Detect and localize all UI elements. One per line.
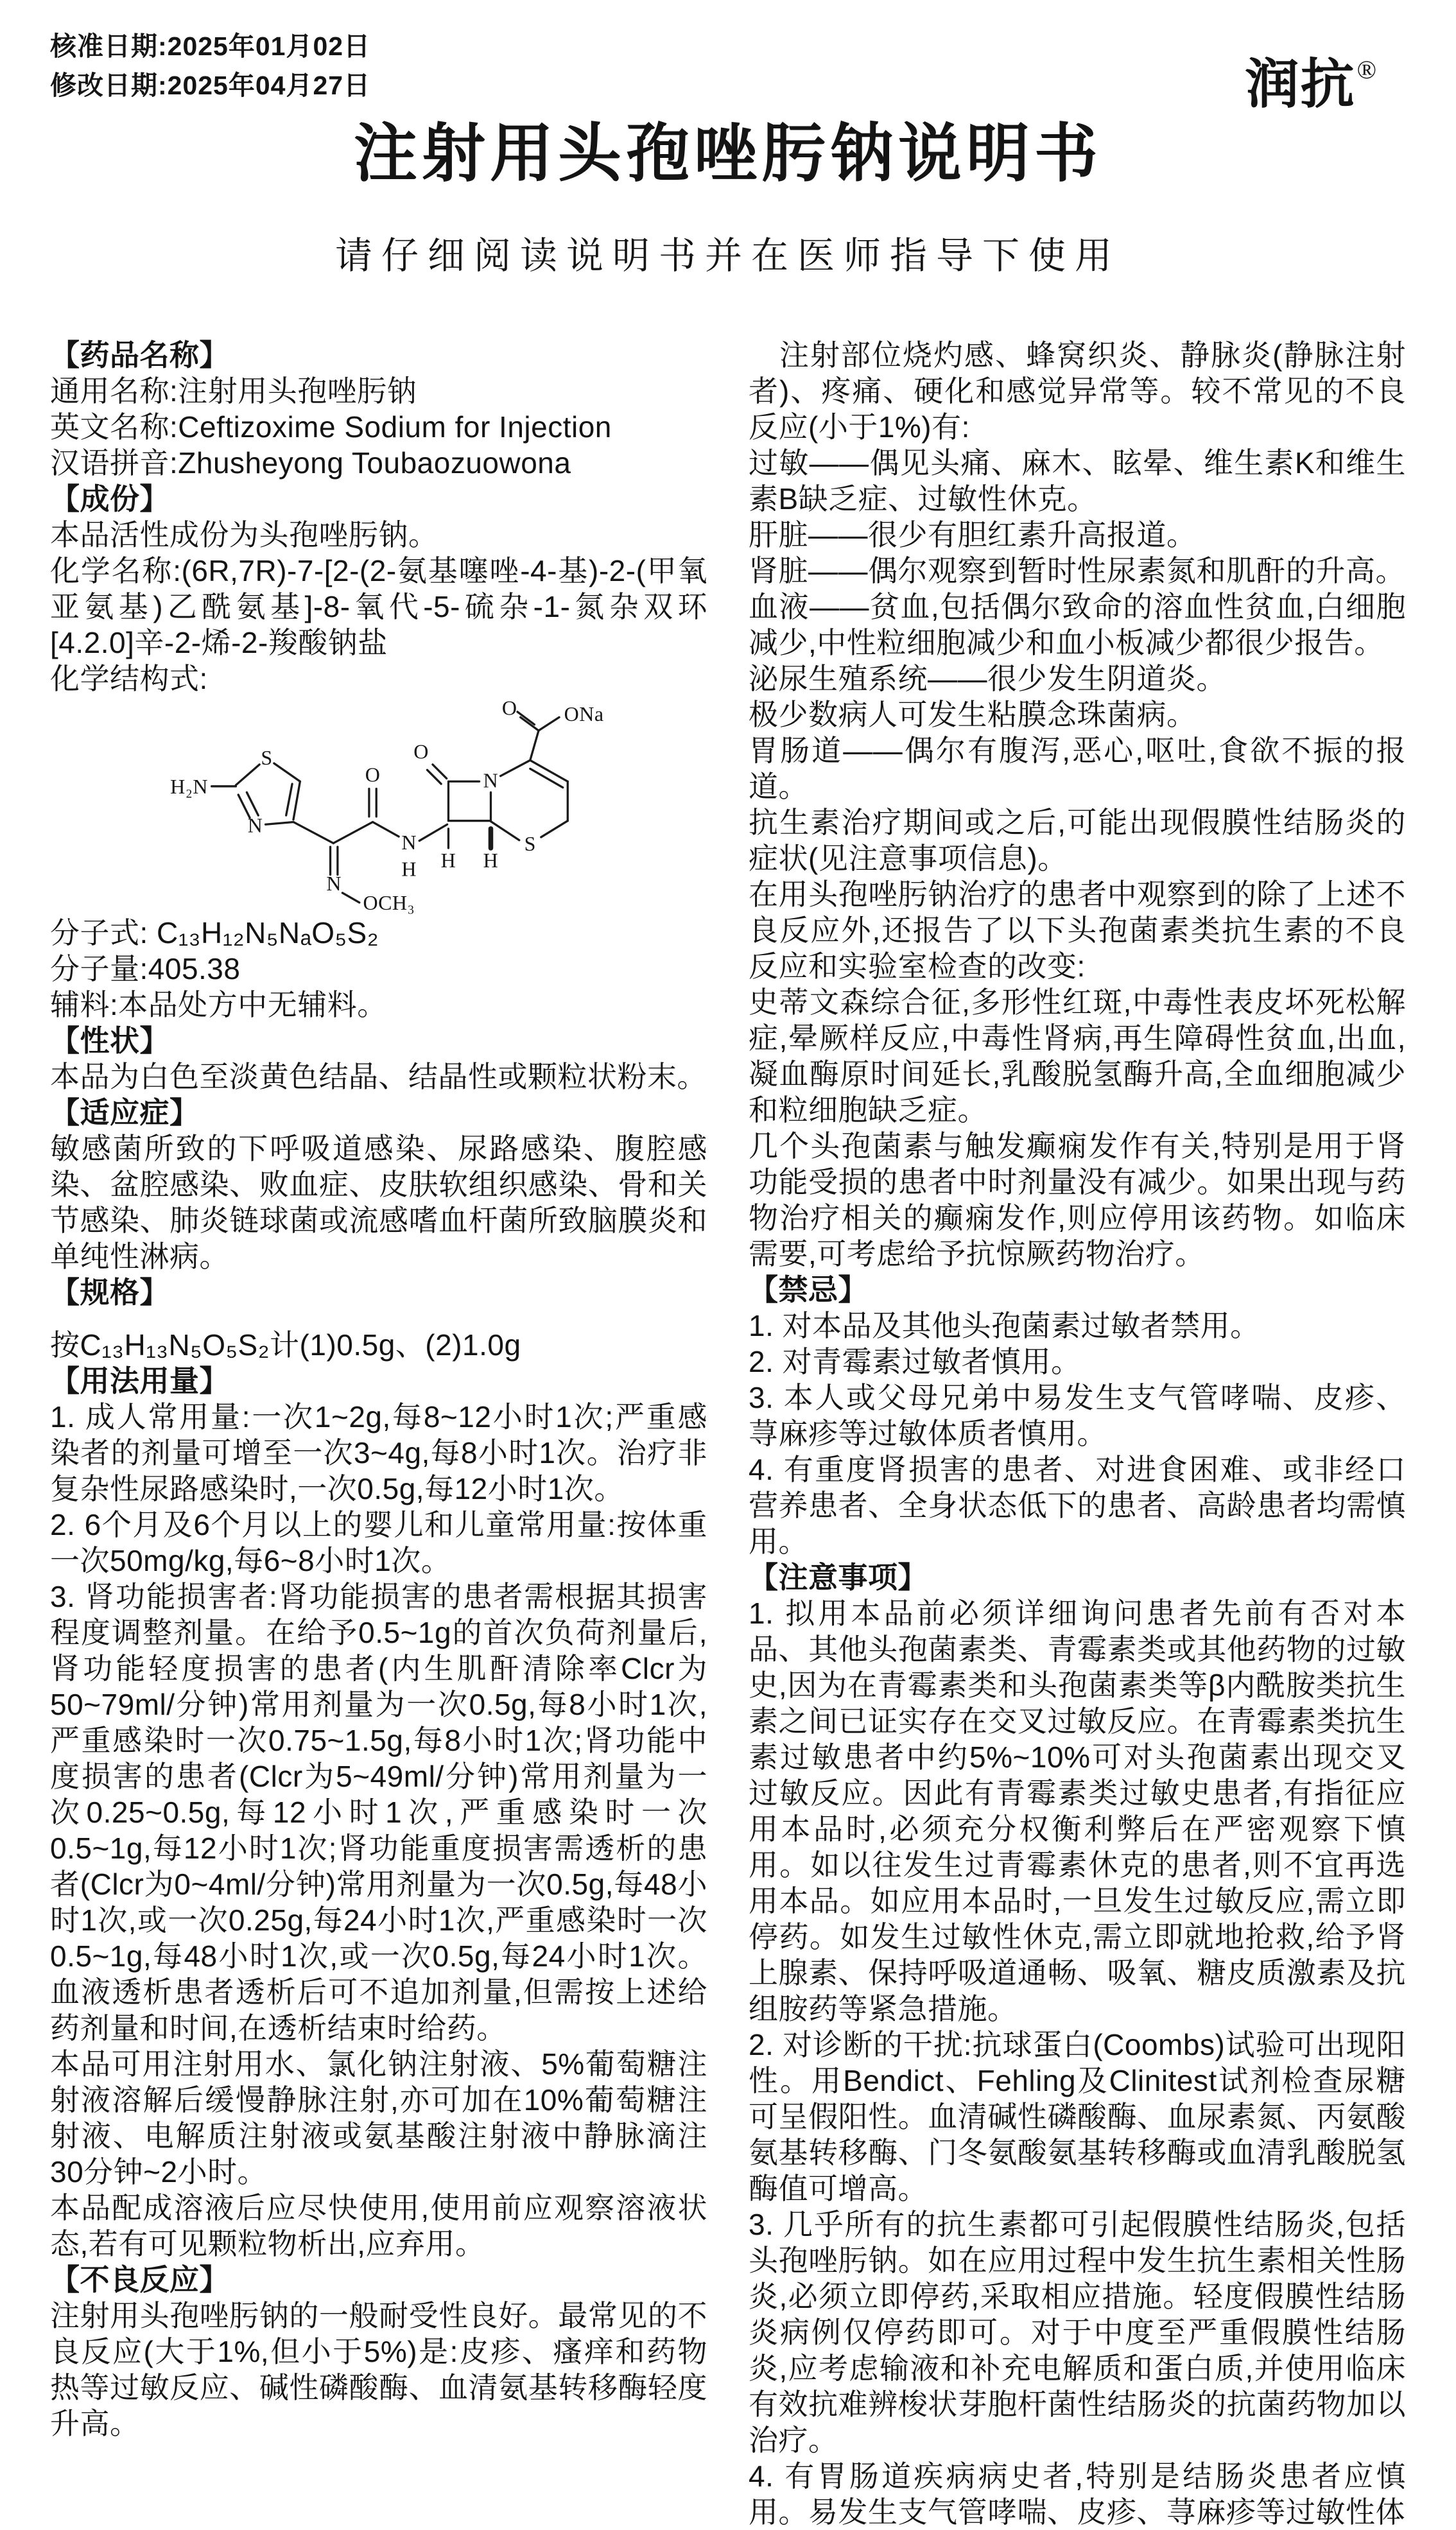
body-paragraph: 4. 有胃肠道疾病病史者,特别是结肠炎患者应慎用。易发生支气管哮喘、皮疹、荨麻疹等过敏性体: [749, 2459, 1406, 2529]
left-column: [50, 337, 707, 2530]
page-header: [50, 27, 1406, 119]
body-paragraph: 本品活性成份为头孢唑肟钠。: [50, 517, 438, 551]
atom-label-och3: OCH₃: [363, 890, 415, 914]
body-paragraph: 3. 肾功能损害者:肾功能损害的患者需根据其损害程度调整剂量。在给予0.5~1g的首次负荷剂量后,肾功能轻度损害的患者(内生肌酐清除率Clcr为50~79ml/分钟)常用剂量为一次0.5g,每8小时1次,严重感染时一次0.75~1.5g,每8小时1次;肾功能中度损害的患者(Clcr为5~49ml/分钟)常用剂量为一次0.25~0.5g,每12小时1次,严重感染时一次0.5~1g,每12小时1次;肾功能重度损害需透析的患者(Clcr为0~4ml/分钟)常用剂量为一次0.5g,每48小时1次,或一次0.25g,每24小时1次,严重感染时一次0.5~1g,每48小时1次,或一次0.5g,每24小时1次。血液透析患者透析后可不追加剂量,但需按上述给药剂量和时间,在透析结束时给药。: [50, 1579, 707, 2045]
body-paragraph: 过敏——偶见头痛、麻木、眩晕、维生素K和维生素B缺乏症、过敏性休克。: [749, 446, 1406, 516]
revision-date: 修改日期:2025年04月27日: [50, 71, 371, 100]
atom-label-stereo-h2: H: [483, 848, 499, 872]
body-paragraph: 辅料:本品处方中无辅料。: [50, 987, 387, 1021]
atom-label-lactam-o: O: [413, 740, 429, 763]
chemical-structure-figure: [50, 697, 707, 915]
body-paragraph: 史蒂文森综合征,多形性红斑,中毒性表皮坏死松解症,晕厥样反应,中毒性肾病,再生障碍性贫血,出血,凝血酶原时间延长,乳酸脱氢酶升高,全血细胞减少和粒细胞缺乏症。: [749, 985, 1406, 1127]
section-heading: 【注意事项】: [749, 1560, 928, 1594]
atom-label-amide-n: N: [401, 830, 417, 854]
body-paragraph: 血液——贫血,包括偶尔致命的溶血性贫血,白细胞减少,中性粒细胞减少和血小板减少都很少报告。: [749, 589, 1406, 659]
atom-label-ring-s: S: [524, 831, 536, 855]
body-paragraph: 通用名称:注射用头孢唑肟钠: [50, 374, 417, 408]
body-paragraph: 注射部位烧灼感、蜂窝织炎、静脉炎(静脉注射者)、疼痛、硬化和感觉异常等。较不常见的不良反应(小于1%)有:: [749, 338, 1406, 444]
right-column: [749, 337, 1406, 2530]
body-paragraph: 分子式: C₁₃H₁₂N₅NₐO₅S₂: [50, 915, 379, 949]
body-paragraph: 几个头孢菌素与触发癫痫发作有关,特别是用于肾功能受损的患者中时剂量没有减少。如果出现与药物治疗相关的癫痫发作,则应停用该药物。如临床需要,可考虑给予抗惊厥药物治疗。: [749, 1129, 1406, 1270]
page-title: 注射用头孢唑肟钠说明书: [354, 117, 1102, 189]
body-paragraph: 化学结构式:: [50, 661, 208, 695]
atom-label-oxime-n: N: [326, 871, 342, 895]
body-paragraph: 1. 拟用本品前必须详细询问患者先前有否对本品、其他头孢菌素类、青霉素类或其他药物的过敏史,因为在青霉素类和头孢菌素类等β内酰胺类抗生素之间已证实存在交叉过敏反应。在青霉素类抗生素过敏患者中约5%~10%可对头孢菌素出现交叉过敏反应。因此有青霉素类过敏史患者,有指征应用本品时,必须充分权衡利弊后在严密观察下慎用。如以往发生过青霉素休克的患者,则不宜再选用本品。如应用本品时,一旦发生过敏反应,需立即停药。如发生过敏性休克,需立即就地抢救,给予肾上腺素、保持呼吸道通畅、吸氧、糖皮质激素及抗组胺药等紧急措施。: [749, 1596, 1406, 2025]
atom-label-carboxyl-ona: ONa: [564, 702, 604, 725]
body-paragraph: 汉语拼音:Zhusheyong Toubaozuowona: [50, 446, 571, 480]
body-paragraph: 敏感菌所致的下呼吸道感染、尿路感染、腹腔感染、盆腔感染、败血症、皮肤软组织感染、骨和关节感染、肺炎链球菌或流感嗜血杆菌所致脑膜炎和单纯性淋病。: [50, 1131, 707, 1273]
body-paragraph: 抗生素治疗期间或之后,可能出现假膜性结肠炎的症状(见注意事项信息)。: [749, 805, 1406, 875]
body-paragraph: 2. 对诊断的干扰:抗球蛋白(Coombs)试验可出现阳性。用Bendict、Fehling及Clinitest试剂检查尿糖可呈假阳性。血清碱性磷酸酶、血尿素氮、丙氨酸氨基转移酶、门冬氨酸氨基转移酶或血清乳酸脱氢酶值可增高。: [749, 2027, 1406, 2205]
body-paragraph: 按C₁₃H₁₃N₅O₅S₂计(1)0.5g、(2)1.0g: [50, 1328, 521, 1362]
date-block: [50, 27, 370, 105]
atom-label-h2n: H₂N: [170, 774, 209, 798]
approval-date: 核准日期:2025年01月02日: [50, 31, 371, 61]
body-paragraph: 分子量:405.38: [50, 951, 241, 985]
section-heading: 【适应症】: [50, 1095, 200, 1129]
section-heading: 【禁忌】: [749, 1272, 868, 1306]
body-paragraph: 注射用头孢唑肟钠的一般耐受性良好。最常见的不良反应(大于1%,但小于5%)是:皮疹、瘙痒和药物热等过敏反应、碱性磷酸酶、血清氨基转移酶轻度升高。: [50, 2298, 707, 2440]
body-paragraph: 化学名称:(6R,7R)-7-[2-(2-氨基噻唑-4-基)-2-(甲氧亚氨基)乙酰氨基]-8-氧代-5-硫杂-1-氮杂双环[4.2.0]辛-2-烯-2-羧酸钠盐: [50, 553, 707, 659]
body-paragraph: 2. 对青霉素过敏者慎用。: [749, 1344, 1081, 1378]
body-paragraph: 胃肠道——偶尔有腹泻,恶心,呕吐,食欲不振的报道。: [749, 733, 1406, 803]
body-paragraph: 肾脏——偶尔观察到暂时性尿素氮和肌酐的升高。: [749, 553, 1405, 587]
body-paragraph: 本品配成溶液后应尽快使用,使用前应观察溶液状态,若有可见颗粒物析出,应弃用。: [50, 2190, 707, 2260]
body-paragraph: 1. 成人常用量:一次1~2g,每8~12小时1次;严重感染者的剂量可增至一次3~4g,每8小时1次。治疗非复杂性尿路感染时,一次0.5g,每12小时1次。: [50, 1399, 707, 1505]
atom-label-amide-o: O: [365, 763, 381, 786]
section-heading: 【药品名称】: [50, 338, 229, 372]
section-heading: 【成份】: [50, 481, 169, 516]
body-paragraph: 3. 本人或父母兄弟中易发生支气管哮喘、皮疹、荨麻疹等过敏体质者慎用。: [749, 1380, 1406, 1450]
chemical-structure-drawing: [112, 697, 645, 915]
brand-name: 润抗: [1245, 55, 1356, 115]
atom-label-thiazole-s: S: [261, 745, 273, 769]
section-heading: 【不良反应】: [50, 2262, 229, 2296]
body-paragraph: 泌尿生殖系统——很少发生阴道炎。: [749, 661, 1226, 695]
body-paragraph: 2. 6个月及6个月以上的婴儿和儿童常用量:按体重一次50mg/kg,每6~8小时1次。: [50, 1507, 707, 1577]
body-paragraph: 本品可用注射用水、氯化钠注射液、5%葡萄糖注射液溶解后缓慢静脉注射,亦可加在10%葡萄糖注射液、电解质注射液或氨基酸注射液中静脉滴注30分钟~2小时。: [50, 2047, 707, 2188]
body-paragraph: 英文名称:Ceftizoxime Sodium for Injection: [50, 410, 612, 444]
body-paragraph: 在用头孢唑肟钠治疗的患者中观察到的除了上述不良反应外,还报告了以下头孢菌素类抗生素的不良反应和实验室检查的改变:: [749, 877, 1406, 983]
body-paragraph: 极少数病人可发生粘膜念珠菌病。: [749, 697, 1197, 731]
atom-label-thiazole-n: N: [247, 813, 263, 837]
section-heading: 【用法用量】: [50, 1364, 229, 1398]
section-heading: 【性状】: [50, 1023, 169, 1057]
atom-label-carboxyl-o: O: [501, 696, 517, 720]
atom-label-amide-h: H: [401, 857, 417, 881]
page-subtitle: 请仔细阅读说明书并在医师指导下使用: [334, 234, 1121, 277]
body-paragraph: 1. 对本品及其他头孢菌素过敏者禁用。: [749, 1308, 1260, 1342]
body-paragraph: 肝脏——很少有胆红素升高报道。: [749, 517, 1197, 551]
body-paragraph: 4. 有重度肾损害的患者、对进食困难、或非经口营养患者、全身状态低下的患者、高龄患者均需慎用。: [749, 1452, 1406, 1558]
atom-label-stereo-h1: H: [440, 848, 456, 872]
registered-trademark-icon: ®: [1356, 55, 1378, 84]
atom-label-ring-n: N: [483, 768, 499, 792]
body-paragraph: 3. 几乎所有的抗生素都可引起假膜性结肠炎,包括头孢唑肟钠。如在应用过程中发生抗生素相关性肠炎,必须立即停药,采取相应措施。轻度假膜性结肠炎病例仅停药即可。对于中度至严重假膜性结肠炎,应考虑输液和补充电解质和蛋白质,并使用临床有效抗难辨梭状芽胞杆菌性结肠炎的抗菌药物加以治疗。: [749, 2207, 1406, 2457]
section-heading: 【规格】: [50, 1275, 169, 1309]
body-paragraph: 本品为白色至淡黄色结晶、结晶性或颗粒状粉末。: [50, 1059, 707, 1093]
two-column-body: [50, 337, 1406, 2530]
brand-logo: [1245, 41, 1376, 119]
